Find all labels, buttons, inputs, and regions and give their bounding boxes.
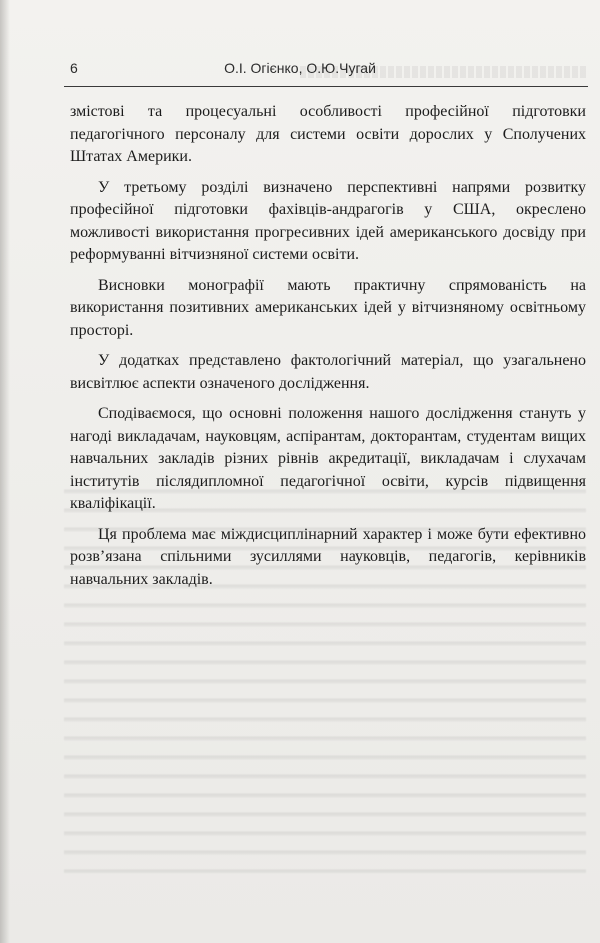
paragraph: У додатках представлено фактологічний матеріал, що узагальнено висвітлює аспекти означеного дослідження. <box>70 352 586 392</box>
page-header <box>0 60 600 84</box>
paragraph: Ця проблема має міждисциплінарний характер і може бути ефективно розв’язана спільними зусиллями науковців, педагогів, керівників навчальних закладів. <box>70 525 586 588</box>
paragraph: У третьому розділі визначено перспективні напрями розвитку професійної підготовки фахівців-андрагогів у США, окреслено можливості використання прогресивних ідей американського досвіду при реформуванні вітчизняної системи освіти. <box>70 178 586 263</box>
binding-shadow <box>0 0 10 943</box>
header-rule <box>64 86 588 87</box>
paragraph: змістові та процесуальні особливості професійної підготовки педагогічного персоналу для системи освіти дорослих у Сполучених Штатах Америки. <box>70 103 586 165</box>
paragraph: Висновки монографії мають практичну спрямованість на використання позитивних американських ідей у вітчизняному освітньому просторі. <box>70 276 586 339</box>
running-head-authors: О.І. Огієнко, О.Ю.Чугай <box>224 60 376 76</box>
body-text <box>70 101 586 599</box>
page-number: 6 <box>70 60 78 76</box>
paragraph: Сподіваємося, що основні положення нашого дослідження стануть у нагоді викладачам, науковцям, аспірантам, докторантам, студентам вищих навчальних закладів різних рівнів акредитації, викладачам і слухачам інститутів післядипломної педагогічної освіти, курсів підвищення кваліфікації. <box>70 405 586 512</box>
